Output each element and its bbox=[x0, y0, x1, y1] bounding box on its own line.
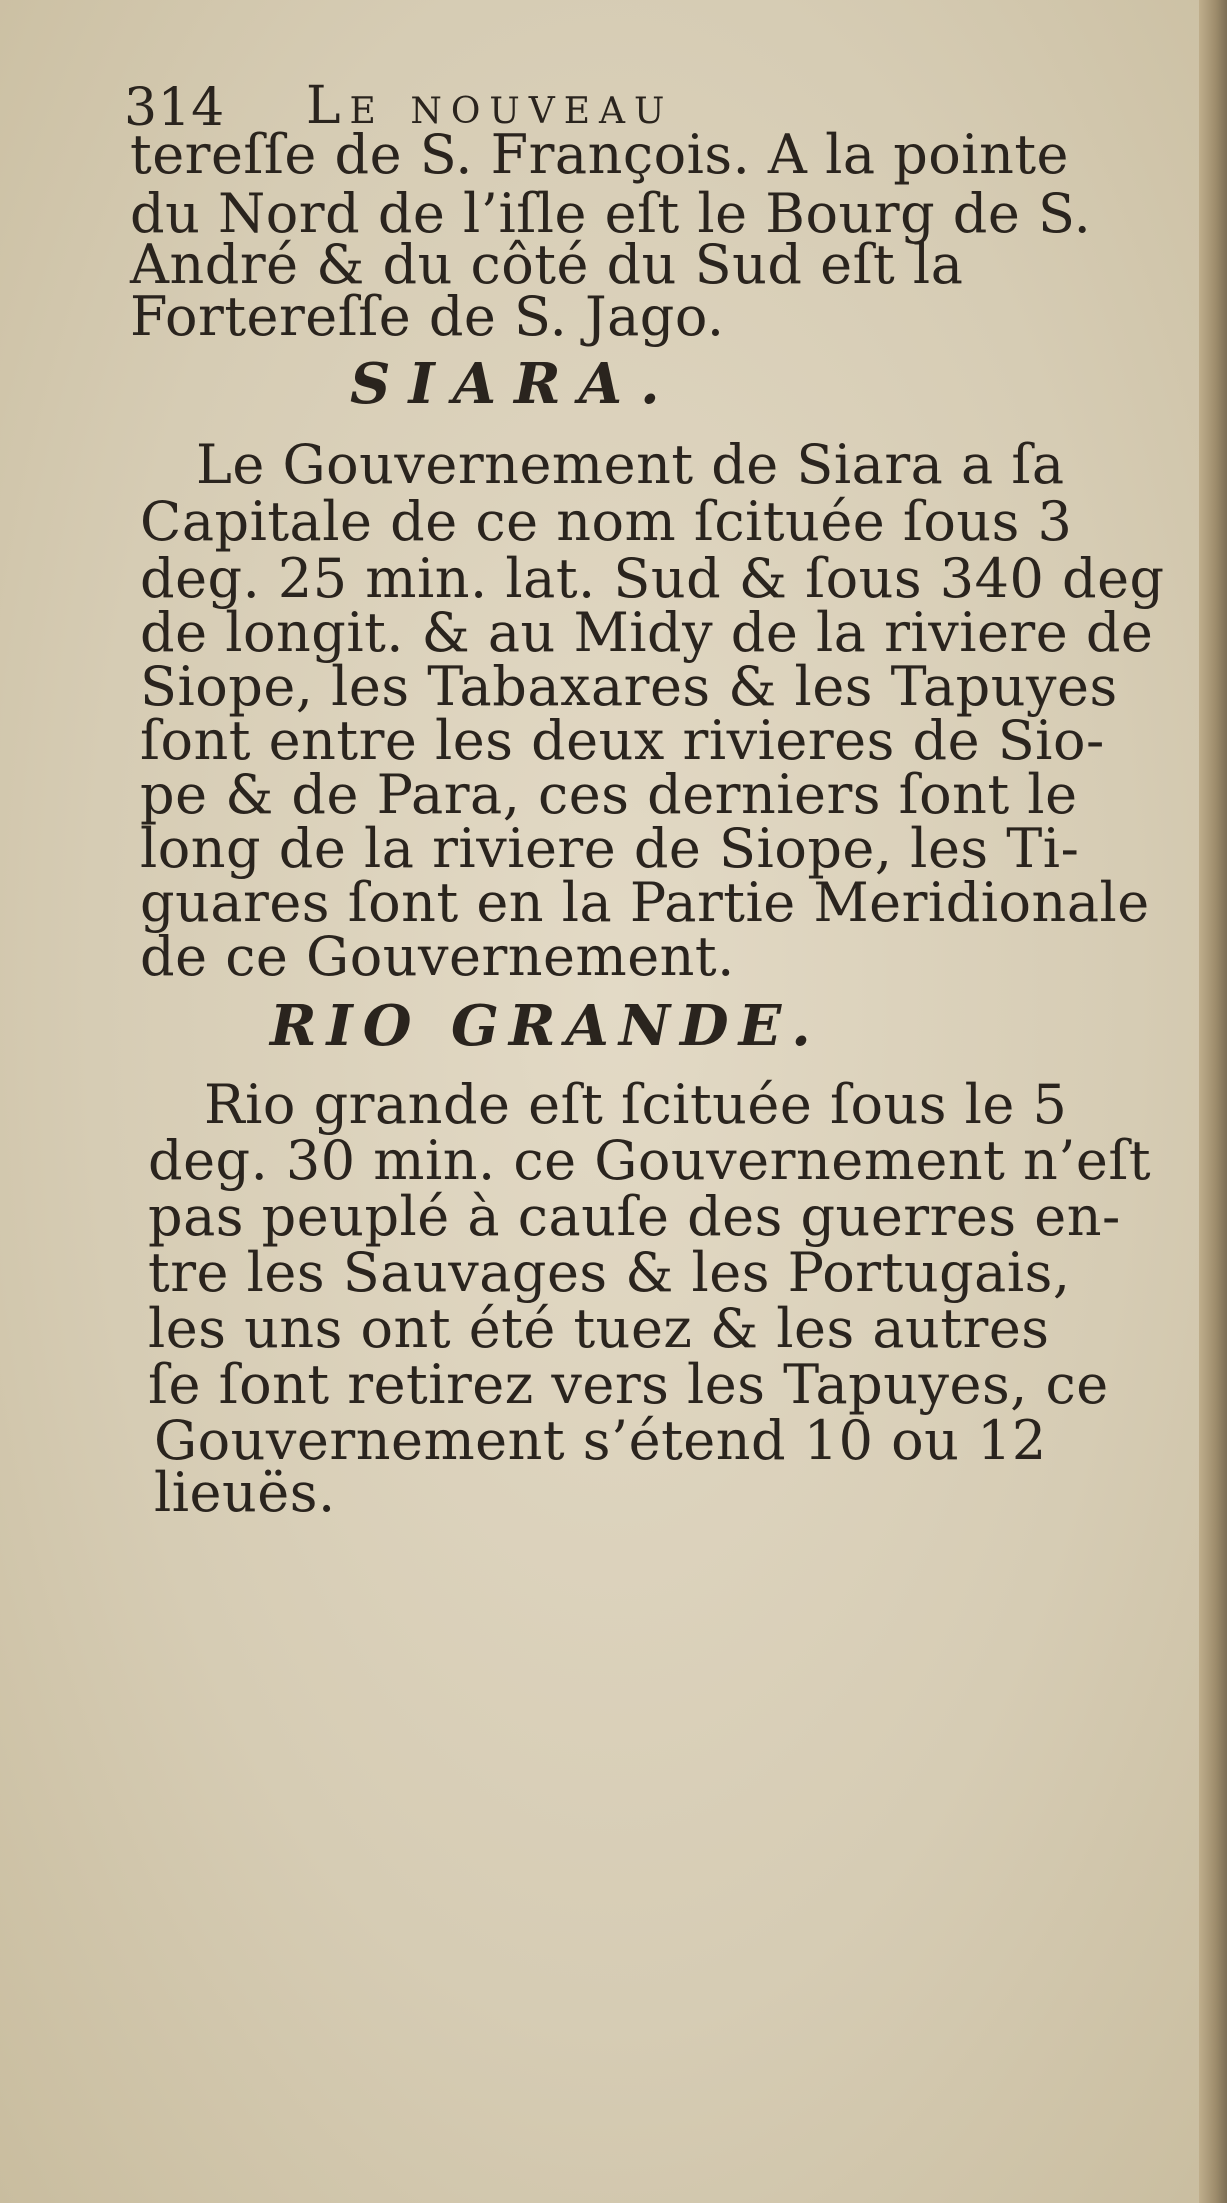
text-line: guares ſont en la Partie Meridionale bbox=[140, 871, 1150, 934]
text-line: du Nord de l’iſle eſt le Bourg de S. bbox=[130, 182, 1092, 245]
text-line: long de la riviere de Siope, les Ti- bbox=[140, 817, 1080, 880]
text-line: tereſſe de S. François. A la pointe bbox=[130, 123, 1070, 186]
text-line: André & du côté du Sud eſt la bbox=[130, 233, 964, 296]
running-title: Le nouveau bbox=[306, 76, 674, 136]
text-line: pe & de Para, ces derniers ſont le bbox=[140, 763, 1078, 826]
text-line: Siope, les Tabaxares & les Tapuyes bbox=[140, 655, 1118, 718]
text-line: les uns ont été tuez & les autres bbox=[148, 1297, 1050, 1360]
text-line: de ce Gouvernement. bbox=[140, 925, 735, 988]
text-line: de longit. & au Midy de la riviere de bbox=[140, 601, 1154, 664]
page-number: 314 bbox=[124, 78, 225, 138]
text-line: Rio grande eſt ſcituée ſous le 5 bbox=[204, 1073, 1068, 1136]
section-heading: SIARA. bbox=[350, 351, 678, 417]
text-line: ſont entre les deux rivieres de Sio- bbox=[140, 709, 1105, 772]
text-line: deg. 30 min. ce Gouvernement n’eſt bbox=[148, 1129, 1152, 1192]
text-line: deg. 25 min. lat. Sud & ſous 340 deg bbox=[140, 547, 1165, 610]
text-line: ſe ſont retirez vers les Tapuyes, ce bbox=[148, 1353, 1109, 1416]
text-line: Fortereſſe de S. Jago. bbox=[130, 285, 725, 348]
text-line: lieuës. bbox=[154, 1461, 336, 1524]
section-heading: RIO GRANDE. bbox=[270, 993, 821, 1059]
text-line: Capitale de ce nom ſcituée ſous 3 bbox=[140, 490, 1073, 553]
text-line: Gouvernement s’étend 10 ou 12 bbox=[154, 1409, 1047, 1472]
text-line: Le Gouvernement de Siara a ſa bbox=[196, 433, 1065, 496]
text-line: pas peuplé à cauſe des guerres en- bbox=[148, 1185, 1121, 1248]
text-line: tre les Sauvages & les Portugais, bbox=[148, 1241, 1071, 1304]
page-edge bbox=[1199, 0, 1227, 2203]
